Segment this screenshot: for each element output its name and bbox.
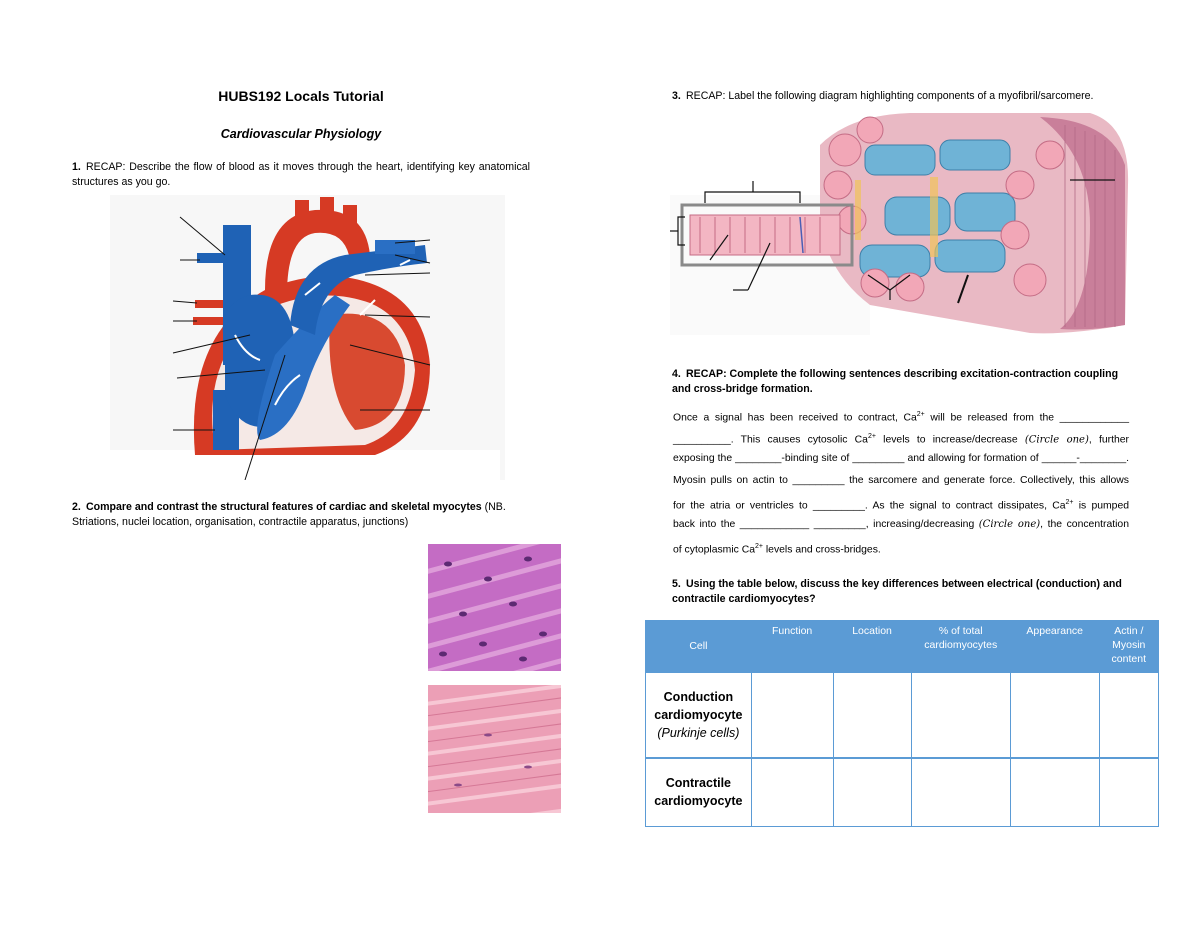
question-4 xyxy=(672,367,1132,397)
table-row xyxy=(646,672,1159,758)
table-cell[interactable] xyxy=(751,672,833,758)
question-1-text: RECAP: Describe the flow of blood as it moves through the heart, identifying key anatomical structures as you go. xyxy=(72,161,530,188)
question-5-text: Using the table below, discuss the key differences between electrical (conduction) and contractile cardiomyocytes? xyxy=(672,578,1122,605)
row-label-contractile xyxy=(646,758,752,826)
paragraph-text: Myosin pulls on actin to _________ the sarcomere and generate force. Collectively, this allows xyxy=(673,475,1129,486)
paragraph-text: levels to increase/decrease xyxy=(875,434,1025,446)
table-cell[interactable] xyxy=(911,672,1010,758)
row-label-sub: (Purkinje cells) xyxy=(657,726,740,740)
paragraph-text: , further xyxy=(1088,434,1129,446)
question-4-text: RECAP: Complete the following sentences describing excitation-contraction coupling and cross-bridge formation. xyxy=(672,368,1119,395)
table-cell[interactable] xyxy=(833,758,911,826)
paragraph-line-2 xyxy=(673,428,1129,450)
heart-diagram xyxy=(75,195,505,480)
paragraph-text: of cytoplasmic Ca xyxy=(673,544,755,556)
skeletal-muscle-micrograph xyxy=(428,685,561,813)
paragraph-text: will be released from the ____________ xyxy=(924,412,1129,424)
question-1-number: 1. xyxy=(72,161,81,173)
question-4-number: 4. xyxy=(672,368,681,380)
paragraph-text: back into the ____________ _________, increasing/decreasing xyxy=(673,519,979,530)
table-cell[interactable] xyxy=(751,758,833,826)
table-header-row xyxy=(646,621,1159,673)
table-header-function: Function xyxy=(751,621,833,673)
table-cell[interactable] xyxy=(1099,672,1158,758)
paragraph-line-5 xyxy=(673,494,1129,516)
paragraph-text: levels and cross-bridges. xyxy=(762,544,881,556)
fill-in-paragraph xyxy=(673,406,1129,560)
circle-one-note: (Circle one) xyxy=(1024,434,1089,446)
paragraph-text: , the concentration xyxy=(1040,519,1129,530)
section-subtitle: Cardiovascular Physiology xyxy=(220,127,382,141)
paragraph-line-6 xyxy=(673,516,1129,538)
question-2-number: 2. xyxy=(72,501,81,513)
table-header-cell: Cell xyxy=(646,621,752,673)
cardiac-muscle-micrograph xyxy=(428,544,561,671)
table-cell[interactable] xyxy=(833,672,911,758)
paragraph-text: is pumped xyxy=(1073,500,1129,512)
superscript: 2+ xyxy=(867,433,876,440)
paragraph-text: Once a signal has been received to contract, Ca xyxy=(673,412,917,424)
question-5 xyxy=(672,577,1132,607)
paragraph-line-3 xyxy=(673,450,1129,472)
question-2-bold: Compare and contrast the structural features of cardiac and skeletal myocytes xyxy=(86,501,482,513)
question-3-text: RECAP: Label the following diagram highlighting components of a myofibril/sarcomere. xyxy=(686,90,1094,102)
superscript: 2+ xyxy=(755,543,763,550)
table-row xyxy=(646,758,1159,826)
table-header-location: Location xyxy=(833,621,911,673)
paragraph-text: __________. This causes cytosolic Ca xyxy=(673,434,868,446)
myofibril-diagram xyxy=(670,105,1150,335)
row-label-conduction xyxy=(646,672,752,758)
table-cell[interactable] xyxy=(1010,672,1099,758)
paragraph-text: exposing the ________-binding site of _________ and allowing for formation of ______-________. xyxy=(673,453,1129,464)
paragraph-line-4 xyxy=(673,472,1129,494)
question-2 xyxy=(72,500,530,530)
table-cell[interactable] xyxy=(1010,758,1099,826)
question-5-number: 5. xyxy=(672,578,681,590)
table-cell[interactable] xyxy=(911,758,1010,826)
superscript: 2+ xyxy=(1065,499,1074,506)
table-header-actin-myosin: Actin / Myosin content xyxy=(1099,621,1158,673)
page-title: HUBS192 Locals Tutorial xyxy=(218,88,384,104)
circle-one-note: (Circle one) xyxy=(978,519,1041,530)
table-header-appearance: Appearance xyxy=(1010,621,1099,673)
table-header-percent: % of total cardiomyocytes xyxy=(911,621,1010,673)
question-3-number: 3. xyxy=(672,90,681,102)
row-label-text: Contractile cardiomyocyte xyxy=(654,776,743,809)
row-label-text: Conduction cardiomyocyte xyxy=(654,690,743,722)
paragraph-line-7 xyxy=(673,538,1129,560)
question-2-rest: (NB. Striations, nuclei location, organisation, contractile apparatus, junctions) xyxy=(72,501,506,528)
question-3 xyxy=(672,89,1142,104)
table-cell[interactable] xyxy=(1099,758,1158,826)
paragraph-text: for the atria or ventricles to _________. As the signal to contract dissipates, Ca xyxy=(673,500,1066,512)
cardiomyocyte-comparison-table xyxy=(645,620,1159,827)
superscript: 2+ xyxy=(916,411,925,418)
question-1 xyxy=(72,160,530,190)
paragraph-line-1 xyxy=(673,406,1129,428)
